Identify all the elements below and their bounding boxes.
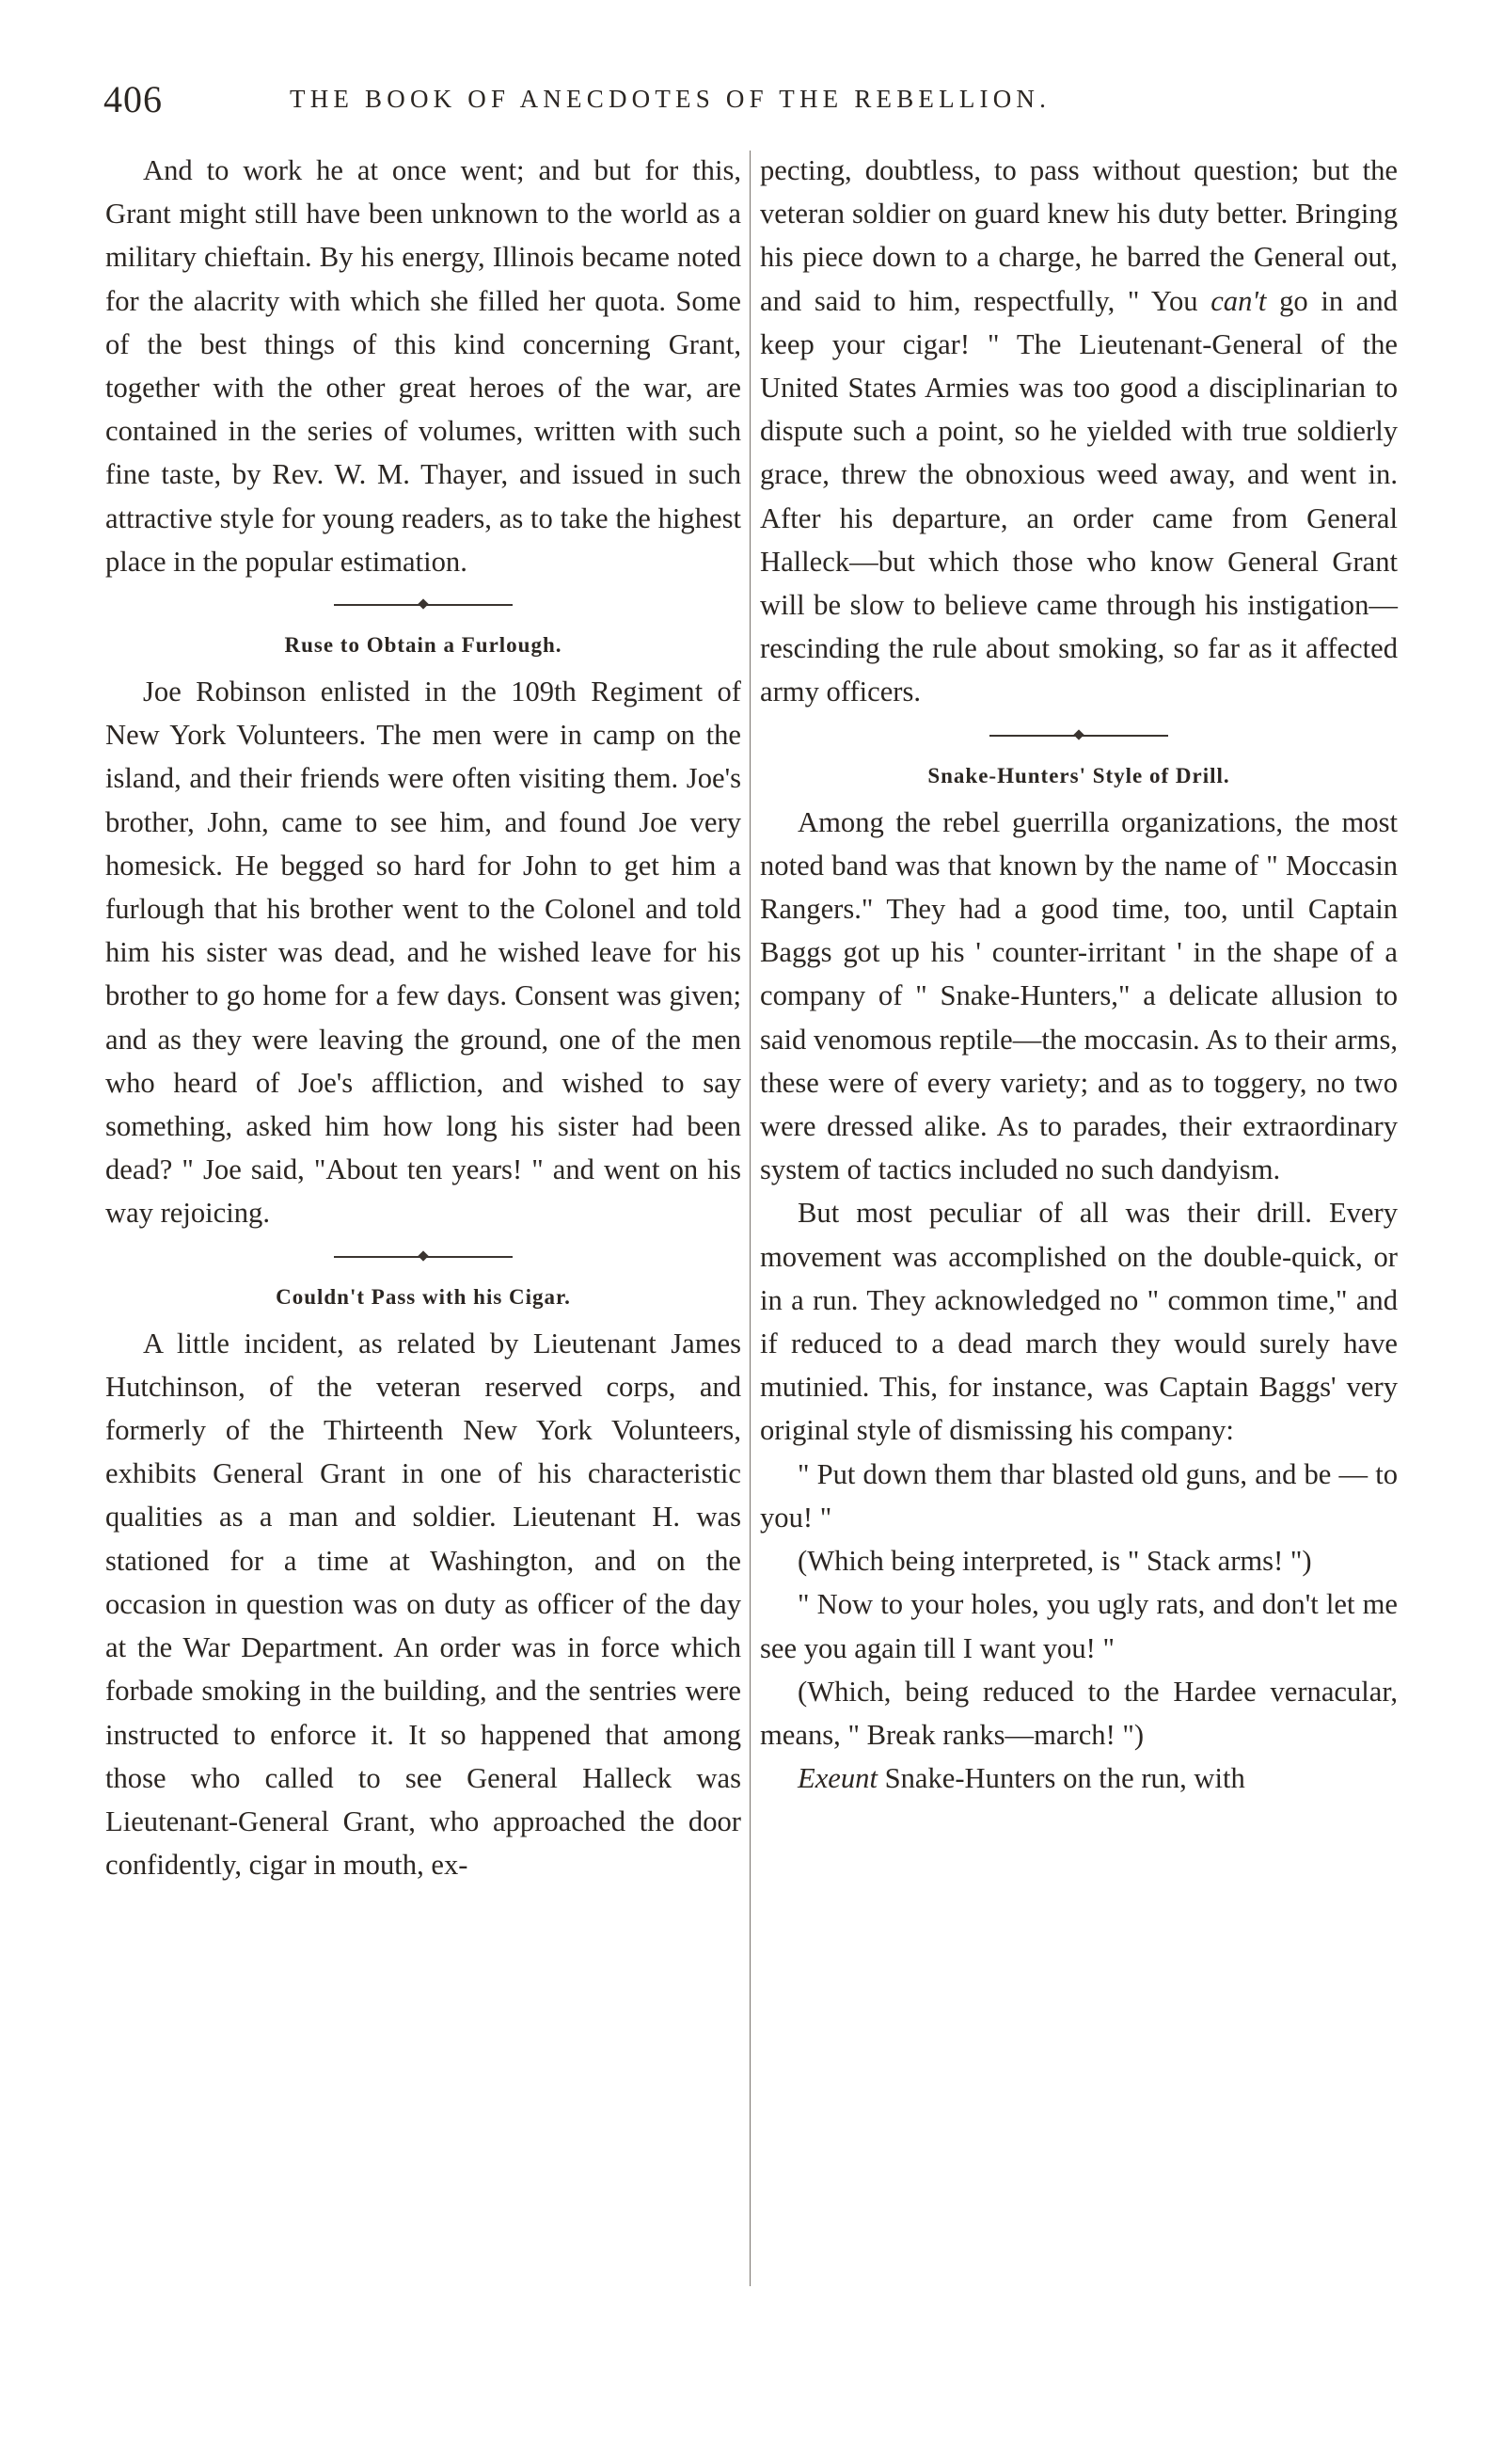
section-divider bbox=[105, 583, 741, 627]
intro-paragraph: And to work he at once went; and but for this, Grant might still have been unknown to the world as a military chieftain. By his energy, Illinois became noted for the alacrity with which she filled her quota. Some of the best things of this kind concerning Grant, together with the other great heroes of the war, are contained in the series of volumes, written with such fine taste, by Rev. W. M. Thayer, and issued in such attractive style for young readers, as to take the highest place in the popular estimation. bbox=[105, 154, 741, 578]
snake-paragraph-7 bbox=[760, 1757, 1398, 1800]
right-column bbox=[760, 149, 1398, 1800]
section-divider bbox=[105, 1235, 741, 1279]
snake-paragraph-5: " Now to your holes, you ugly rats, and don't let me see you again till I want you! " bbox=[760, 1588, 1398, 1664]
snake-paragraph-3: " Put down them thar blasted old guns, and be — to you! " bbox=[760, 1457, 1398, 1534]
snake-paragraph-4: (Which being interpreted, is " Stack arms! ") bbox=[798, 1545, 1312, 1578]
section-title-ruse: Ruse to Obtain a Furlough. bbox=[284, 633, 562, 658]
left-column bbox=[105, 149, 741, 1886]
section-ruse-text: Joe Robinson enlisted in the 109th Regiment of New York Volunteers. The men were in camp on the island, and their friends were often visiting them. Joe's brother, John, came to see him, and found Joe very homesick. He begged so hard for John to get him a furlough that his brother went to the Colonel and told him his sister was dead, and he wished leave for his brother to go home for a few days. Consent was given; and as they were leaving the ground, one of the men who heard of Joe's affliction, and wished to say something, asked him how long his sister had been dead? " Joe said, "About ten years! " and went on his way rejoicing. bbox=[105, 676, 741, 1230]
cigar-continued-part-1: pecting, doubtless, to pass without question; but the veteran soldier on guard knew his duty better. Bringing his piece down to a charge, he barred the General out, and said to him, respectfully, " You bbox=[760, 154, 1398, 317]
snake-paragraph-7-italic: Exeunt bbox=[798, 1762, 878, 1795]
snake-paragraph-7-rest: Snake-Hunters on the run, with bbox=[877, 1762, 1245, 1795]
page-header bbox=[103, 77, 1401, 124]
section-title-cigar: Couldn't Pass with his Cigar. bbox=[276, 1284, 571, 1309]
column-rule bbox=[750, 151, 751, 2286]
section-title-snake-hunters: Snake-Hunters' Style of Drill. bbox=[927, 763, 1230, 787]
cigar-continued-paragraph bbox=[760, 149, 1398, 714]
snake-paragraph-1: Among the rebel guerrilla organizations, the most noted band was that known by the name of " Moccasin Rangers." They had a good time, too, until Captain Baggs got up his ' counter-irritant ' in the shape of a company of " Snake-Hunters," a delicate allusion to said venomous reptile—the moccasin. As to their arms, these were of every variety; and as to toggery, no two were dressed alike. As to parades, their extraordinary system of tactics included no such dandyism. bbox=[760, 805, 1398, 1186]
divider-ornament bbox=[418, 598, 428, 609]
divider-ornament bbox=[418, 1250, 428, 1261]
page-number: 406 bbox=[103, 78, 163, 120]
cigar-continued-part-2: go in and keep your cigar! " The Lieutenant-General of the United States Armies was too good a disciplinarian to dispute such a point, so he yielded with true soldierly grace, threw the obnoxious weed away, and went in. After his departure, an order came from General Halleck—but which those who know General Grant will be slow to believe came through his instigation—rescinding the rule about smoking, so far as it affected army officers. bbox=[760, 284, 1398, 708]
running-title: THE BOOK OF ANECDOTES OF THE REBELLION. bbox=[290, 85, 1052, 113]
cigar-continued-italic: can't bbox=[1210, 284, 1267, 317]
section-divider bbox=[760, 714, 1398, 757]
divider-ornament bbox=[1073, 729, 1084, 739]
section-cigar-text: A little incident, as related by Lieutenant James Hutchinson, of the veteran reserved corps, and formerly of the Thirteenth New York Volunteers, exhibits General Grant in one of his characteristic qualities as a man and soldier. Lieutenant H. was stationed for a time at Washington, and on the occasion in question was on duty as officer of the day at the War Department. An order was in force which forbade smoking in the building, and the sentries were instructed to enforce it. It so happened that among those who called to see General Halleck was Lieutenant-General Grant, who approached the door confidently, cigar in mouth, ex- bbox=[105, 1327, 741, 1882]
snake-paragraph-2: But most peculiar of all was their drill. Every movement was accomplished on the double-quick, or in a run. They acknowledged no " common time," and if reduced to a dead march they would surely have mutinied. This, for instance, was Captain Baggs' very original style of dismissing his company: bbox=[760, 1197, 1398, 1447]
snake-paragraph-6: (Which, being reduced to the Hardee vernacular, means, " Break ranks—march! ") bbox=[760, 1675, 1398, 1751]
